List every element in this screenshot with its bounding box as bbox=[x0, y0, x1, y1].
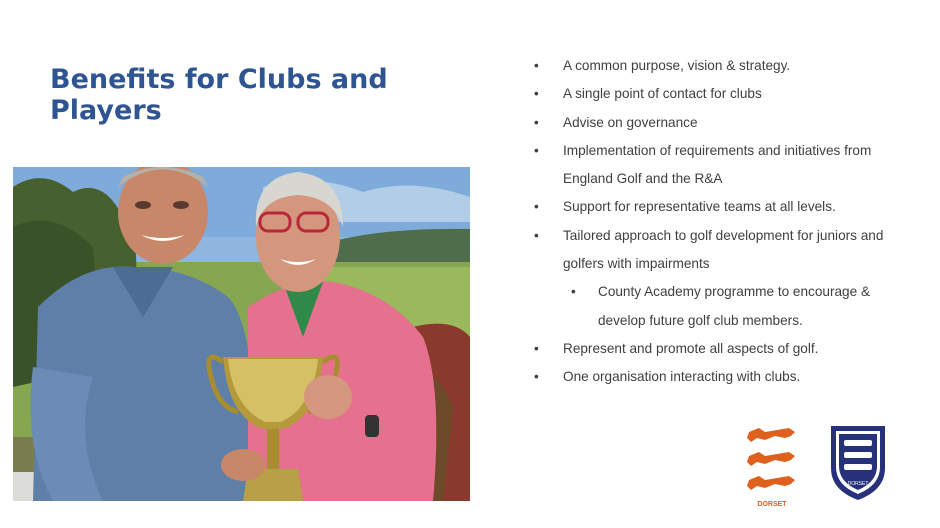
bullet-marker: • bbox=[534, 369, 539, 385]
bullet-marker: • bbox=[534, 58, 539, 73]
bullet-item bbox=[528, 52, 908, 80]
bullet-item bbox=[528, 137, 908, 194]
bullet-item bbox=[528, 80, 908, 108]
dorset-lions-logo bbox=[745, 426, 799, 510]
bullet-text: Tailored approach to golf development for juniors and golfers with impairments bbox=[563, 227, 884, 272]
bullet-marker: • bbox=[534, 142, 539, 158]
lions-logo-caption: DORSET bbox=[757, 501, 787, 508]
bullet-text: One organisation interacting with clubs. bbox=[563, 369, 801, 385]
benefits-bullet-list bbox=[528, 52, 908, 392]
bullet-text: Represent and promote all aspects of golf. bbox=[563, 340, 819, 356]
bullet-item bbox=[528, 193, 908, 221]
three-lions-icon bbox=[745, 426, 799, 510]
bullet-item bbox=[528, 335, 908, 363]
bullet-text: Advise on governance bbox=[563, 114, 698, 130]
bullet-text: Support for representative teams at all levels. bbox=[563, 199, 836, 215]
bullet-marker: • bbox=[534, 199, 539, 215]
golfers-trophy-photo bbox=[13, 167, 470, 501]
shield-icon bbox=[829, 424, 887, 502]
bullet-text: A common purpose, vision & strategy. bbox=[563, 58, 791, 73]
bullet-text: A single point of contact for clubs bbox=[563, 86, 762, 102]
bullet-marker: • bbox=[571, 284, 576, 300]
bullet-item bbox=[528, 363, 908, 391]
bullet-text: Implementation of requirements and initiatives from England Golf and the R&A bbox=[563, 142, 872, 187]
bullet-text: County Academy programme to encourage & develop future golf club members. bbox=[598, 284, 871, 328]
photo-illustration bbox=[13, 167, 470, 501]
bullet-marker: • bbox=[534, 340, 539, 356]
slide-title: Benefits for Clubs and Players bbox=[50, 64, 388, 126]
bullet-marker: • bbox=[534, 227, 539, 243]
sub-bullet-item bbox=[528, 278, 908, 335]
bullet-marker: • bbox=[534, 114, 539, 130]
bullet-marker: • bbox=[534, 86, 539, 102]
dorset-shield-logo bbox=[829, 424, 887, 502]
shield-logo-caption: DORSET bbox=[847, 481, 869, 487]
bullet-item bbox=[528, 222, 908, 279]
bullet-item bbox=[528, 109, 908, 137]
